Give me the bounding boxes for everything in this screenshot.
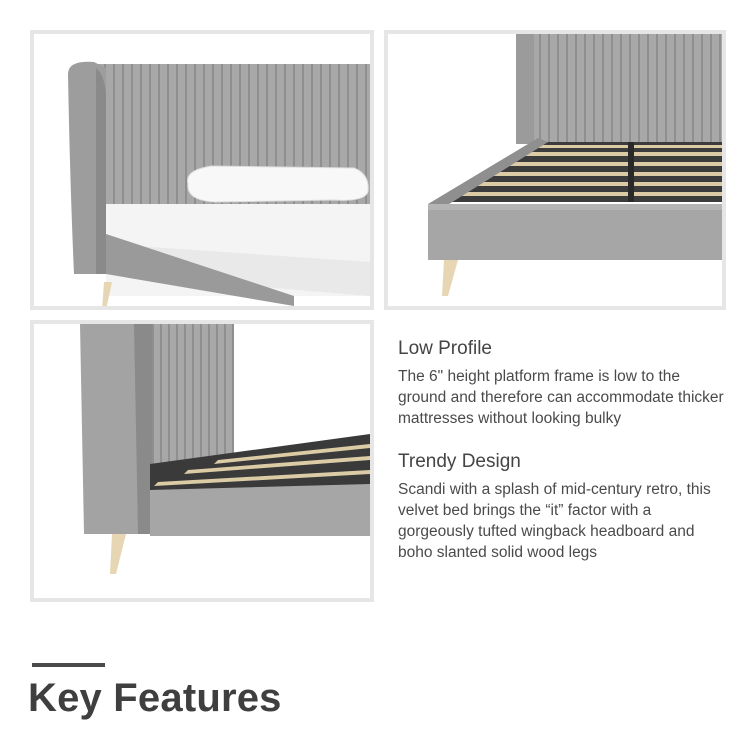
product-image-slats [384, 30, 726, 310]
bed-slats-illustration [388, 34, 722, 306]
feature-low-profile [398, 338, 728, 429]
page-heading: Key Features [28, 676, 282, 720]
bed-side-illustration [34, 324, 370, 598]
feature-title: Trendy Design [398, 451, 521, 472]
product-image-headboard [30, 30, 374, 310]
feature-description: Scandi with a splash of mid-century retro, this velvet bed brings the “it” factor with a gorgeously tufted wingback headboard and boho slanted solid wood legs [398, 481, 711, 561]
product-image-side [30, 320, 374, 602]
bed-headboard-illustration [34, 34, 370, 306]
feature-title: Low Profile [398, 338, 492, 359]
feature-trendy-design [398, 451, 728, 563]
heading-accent-rule [32, 663, 105, 667]
feature-description: The 6" height platform frame is low to the ground and therefore can accommodate thicker mattresses without looking bulky [398, 368, 724, 427]
